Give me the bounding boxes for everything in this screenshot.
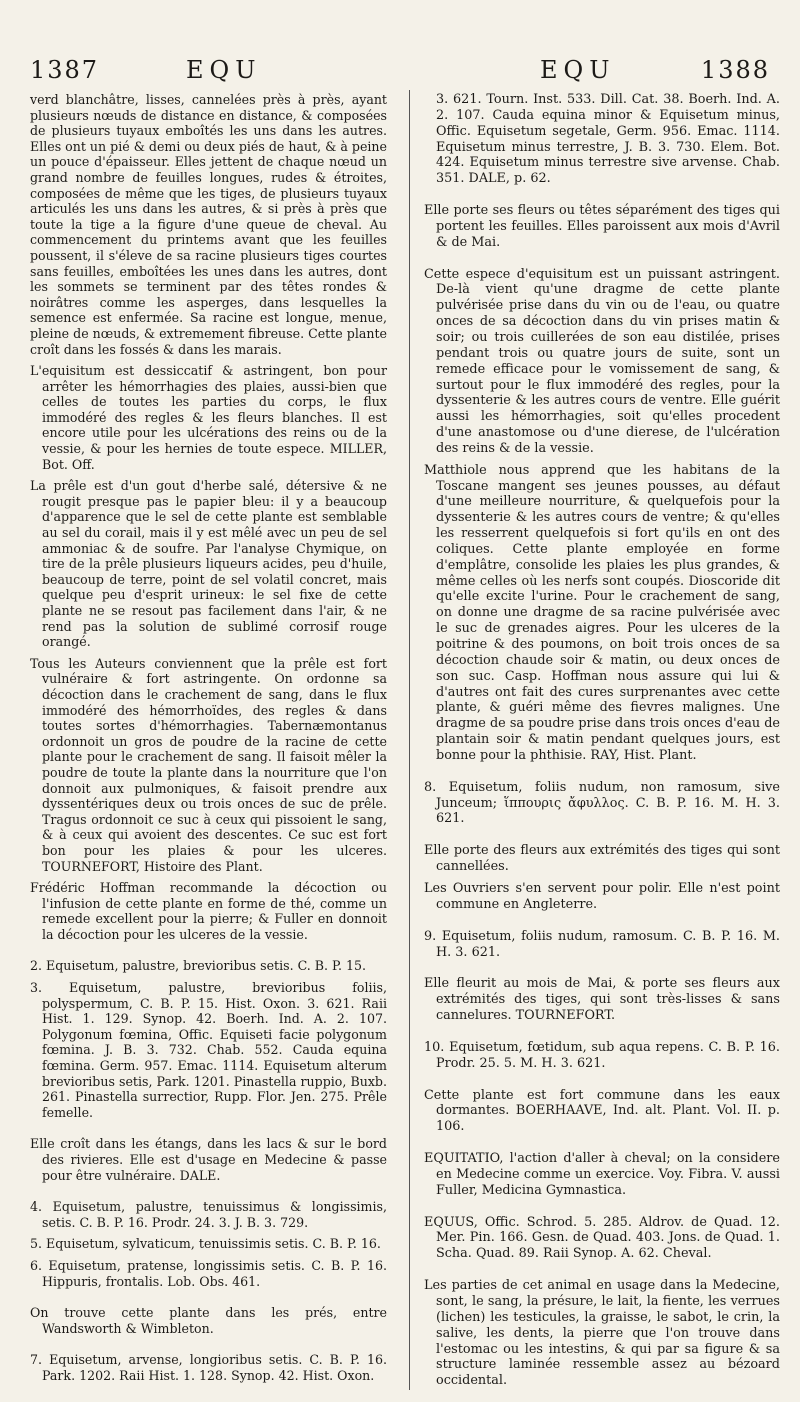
paragraph: verd blanchâtre, lisses, cannelées près à près, ayant plusieurs nœuds de distance en distance, & composées de plusieurs tuyaux emboîtés les uns dans les autres. Elles ont un pié & demi ou deux piés de haut, & à peine un pouce d'épaisseur. Elles jettent de chaque nœud un grand nombre de feuilles longues, rudes & étroites, composées de même que les tiges, de plusieurs tuyaux articulés les uns dans les autres, & si près à près que toute la tige a la figure d'une queue de cheval. Au commencement du printems avant que les feuilles poussent, il s'éleve de sa racine plusieurs tiges courtes sans feuilles, emboîtées les unes dans les autres, dont les sommets se terminent par des têtes rondes & noirâtres comme les asperges, dans lesquelles la semence est enfermée. Sa racine est longue, menue, pleine de nœuds, & extremement fibreuse. Cette plante croît dans les fossés & dans les marais. [30, 92, 387, 357]
species-entry: 9. Equisetum, foliis nudum, ramosum. C. B. P. 16. M. H. 3. 621. [424, 928, 780, 960]
paragraph: Elle porte des fleurs aux extrémités des tiges qui sont cannellées. [424, 843, 780, 875]
paragraph: Cette plante est fort commune dans les eaux dormantes. BOERHAAVE, Ind. alt. Plant. Vol. II. p. 106. [424, 1087, 780, 1135]
left-page-number: 1387 [30, 56, 100, 84]
species-entry: 6. Equisetum, pratense, longissimis setis. C. B. P. 16. Hippuris, frontalis. Lob. Obs. 461. [30, 1257, 387, 1289]
dictionary-entry: EQUITATIO, l'action d'aller à cheval; on la considere en Medecine comme un exercice. Voy. Fibra. V. aussi Fuller, Medicina Gymnastica. [424, 1151, 780, 1198]
paragraph: Tous les Auteurs conviennent que la prêle est fort vulnéraire & fort astringente. On ordonne sa décoction dans le crachement de sang, dans le flux immodéré des hémorrhoïdes, des regles & dans toutes sortes d'hémorrhagies. Tabernæmontanus ordonnoit un gros de poudre de la racine de cette plante pour le crachement de sang. Il faisoit mêler la poudre de toute la plante dans la nourriture que l'on donnoit aux pulmoniques, & faisoit prendre aux dyssentériques deux ou trois onces de suc de prêle. Tragus ordonnoit ce suc à ceux qui pissoient le sang, & à ceux qui avoient des descentes. Ce suc est fort bon pour les plaies & pour les ulceres. TOURNEFORT, Histoire des Plant. [30, 655, 387, 874]
species-entry: 2. Equisetum, palustre, brevioribus setis. C. B. P. 15. [30, 958, 366, 974]
paragraph: Les Ouvriers s'en servent pour polir. Elle n'est point commune en Angleterre. [424, 880, 780, 912]
paragraph: Elle fleurit au mois de Mai, & porte ses fleurs aux extrémités des tiges, qui sont très-lisses & sans cannelures. TOURNEFORT. [424, 976, 780, 1024]
paragraph: Frédéric Hoffman recommande la décoction ou l'infusion de cette plante en forme de thé, comme un remede excellent pour la pierre; & Fuller en donnoit la décoction pour les ulceres de la vessie. [30, 880, 387, 942]
paragraph: Matthiole nous apprend que les habitans de la Toscane mangent ses jeunes pousses, au défaut d'une meilleure nourriture, & quelquefois pour la dyssenterie & les autres cours de ventre; & qu'elles les resserrent quelquefois si fort qu'ils en ont des coliques. Cette plante employée en forme d'emplâtre, consolide les plaies les plus grandes, & même celles où les nerfs sont coupés. Dioscoride dit qu'elle excite l'urine. Pour le crachement de sang, on donne une dragme de sa racine pulvérisée avec le suc de grenades aigres. Pour les ulceres de la poitrine & des poumons, on boit trois onces de sa décoction chaude soir & matin, ou deux onces de son suc. Casp. Hoffman nous assure qui lui & d'autres ont fait des cures surprenantes avec cette plante, & guéri même des fievres malignes. Une dragme de sa poudre prise dans trois onces d'eau de plantain soir & matin pendant quelques jours, est bonne pour la phthisie. RAY, Hist. Plant. [424, 462, 780, 763]
species-entry: 3. 621. Tourn. Inst. 533. Dill. Cat. 38. Boerh. Ind. A. 2. 107. Cauda equina minor & Equisetum minus, Offic. Equisetum segetale, Germ. 956. Emac. 1114. Equisetum minus terrestre, J. B. 3. 730. Elem. Bot. 424. Equisetum minus terrestre sive arvense. Chab. 351. DALE, p. 62. [436, 92, 780, 187]
species-entry: 10. Equisetum, fœtidum, sub aqua repens. C. B. P. 16. Prodr. 25. 5. M. H. 3. 621. [424, 1039, 780, 1071]
paragraph: Elle porte ses fleurs ou têtes séparément des tiges qui portent les feuilles. Elles paroissent aux mois d'Avril & de Mai. [424, 203, 780, 250]
species-entry: 8. Equisetum, foliis nudum, non ramosum, sive Junceum; ἵππουρις ἄφυλλος. C. B. P. 16. M. H. 3. 621. [424, 779, 780, 827]
species-entry: 7. Equisetum, arvense, longioribus setis. C. B. P. 16. Park. 1202. Raii Hist. 1. 128. Synop. 42. Hist. Oxon. [30, 1352, 387, 1383]
species-entry: 4. Equisetum, palustre, tenuissimus & longissimis, setis. C. B. P. 16. Prodr. 24. 3. J. B. 3. 729. [30, 1199, 387, 1230]
dictionary-entry: EQUUS, Offic. Schrod. 5. 285. Aldrov. de Quad. 12. Mer. Pin. 166. Gesn. de Quad. 403. Jons. de Quad. 1. Scha. Quad. 89. Raii Synop. A. 62. Cheval. [424, 1214, 780, 1262]
left-column [30, 92, 387, 1390]
paragraph: On trouve cette plante dans les prés, entre Wandsworth & Wimbleton. [30, 1305, 387, 1336]
paragraph: L'equisitum est dessiccatif & astringent, bon pour arrêter les hémorrhagies des plaies, aussi-bien que celles de toutes les parties du corps, le flux immodéré des regles & les fleurs blanches. Il est encore utile pour les ulcérations des reins ou de la vessie, & pour les hernies de toute espece. MILLER, Bot. Off. [30, 363, 387, 472]
paragraph: Cette espece d'equisitum est un puissant astringent. De-là vient qu'une dragme de cette plante pulvérisée prise dans du vin ou de l'eau, ou quatre onces de sa décoction dans du vin prises matin & soir; ou trois cuillerées de son eau distilée, prises pendant trois ou quatre jours de suite, sont un remede efficace pour le vomissement de sang, & surtout pour le flux immodéré des regles, pour la dyssenterie & les autres cours de ventre. Elle guérit aussi les hémorrhagies, soit qu'elles procedent d'une anastomose ou d'une dierese, de l'ulcération des reins & de la vessie. [424, 266, 780, 456]
paragraph: Les parties de cet animal en usage dans la Medecine, sont, le sang, la présure, le lait, la fiente, les verrues (lichen) les testicules, la graisse, le sabot, le crin, la salive, les dents, la pierre que l'on trouve dans l'estomac ou les intestins, & qui par sa figure & sa structure laminée ressemble assez au bézoard occidental. [424, 1278, 780, 1389]
right-column [424, 92, 780, 1395]
column-divider [409, 90, 410, 1390]
species-entry: 3. Equisetum, palustre, brevioribus foliis, polyspermum, C. B. P. 15. Hist. Oxon. 3. 621. Raii Hist. 1. 129. Synop. 42. Boerh. Ind. A. 2. 107. Polygonum fœmina, Offic. Equiseti facie polygonum fœmina. J. B. 3. 732. Chab. 552. Cauda equina fœmina. Germ. 957. Emac. 1114. Equisetum alterum brevioribus setis, Park. 1201. Pinastella ruppio, Buxb. 261. Pinastella surrectior, Rupp. Flor. Jen. 275. Prêle femelle. [30, 980, 387, 1120]
species-entry: 5. Equisetum, sylvaticum, tenuissimis setis. C. B. P. 16. [30, 1236, 381, 1252]
paragraph: La prêle est d'un gout d'herbe salé, détersive & ne rougit presque pas le papier bleu: il y a beaucoup d'apparence que le sel de cette plante est semblable au sel du corail, mais il y est mêlé avec un peu de sel ammoniac & de soufre. Par l'analyse Chymique, on tire de la prêle plusieurs liqueurs acides, peu d'huile, beaucoup de terre, point de sel volatil concret, mais quelque peu d'esprit urineux: le sel fixe de cette plante ne se resout pas facilement dans l'air, & ne rend pas la solution de sublimé corrosif rouge orangé. [30, 478, 387, 650]
left-running-head: EQU [186, 56, 262, 84]
right-page-number: 1388 [700, 56, 770, 84]
right-running-head: EQU [540, 56, 616, 84]
paragraph: Elle croît dans les étangs, dans les lacs & sur le bord des rivieres. Elle est d'usage en Medecine & passe pour être vulnéraire. DALE. [30, 1136, 387, 1183]
